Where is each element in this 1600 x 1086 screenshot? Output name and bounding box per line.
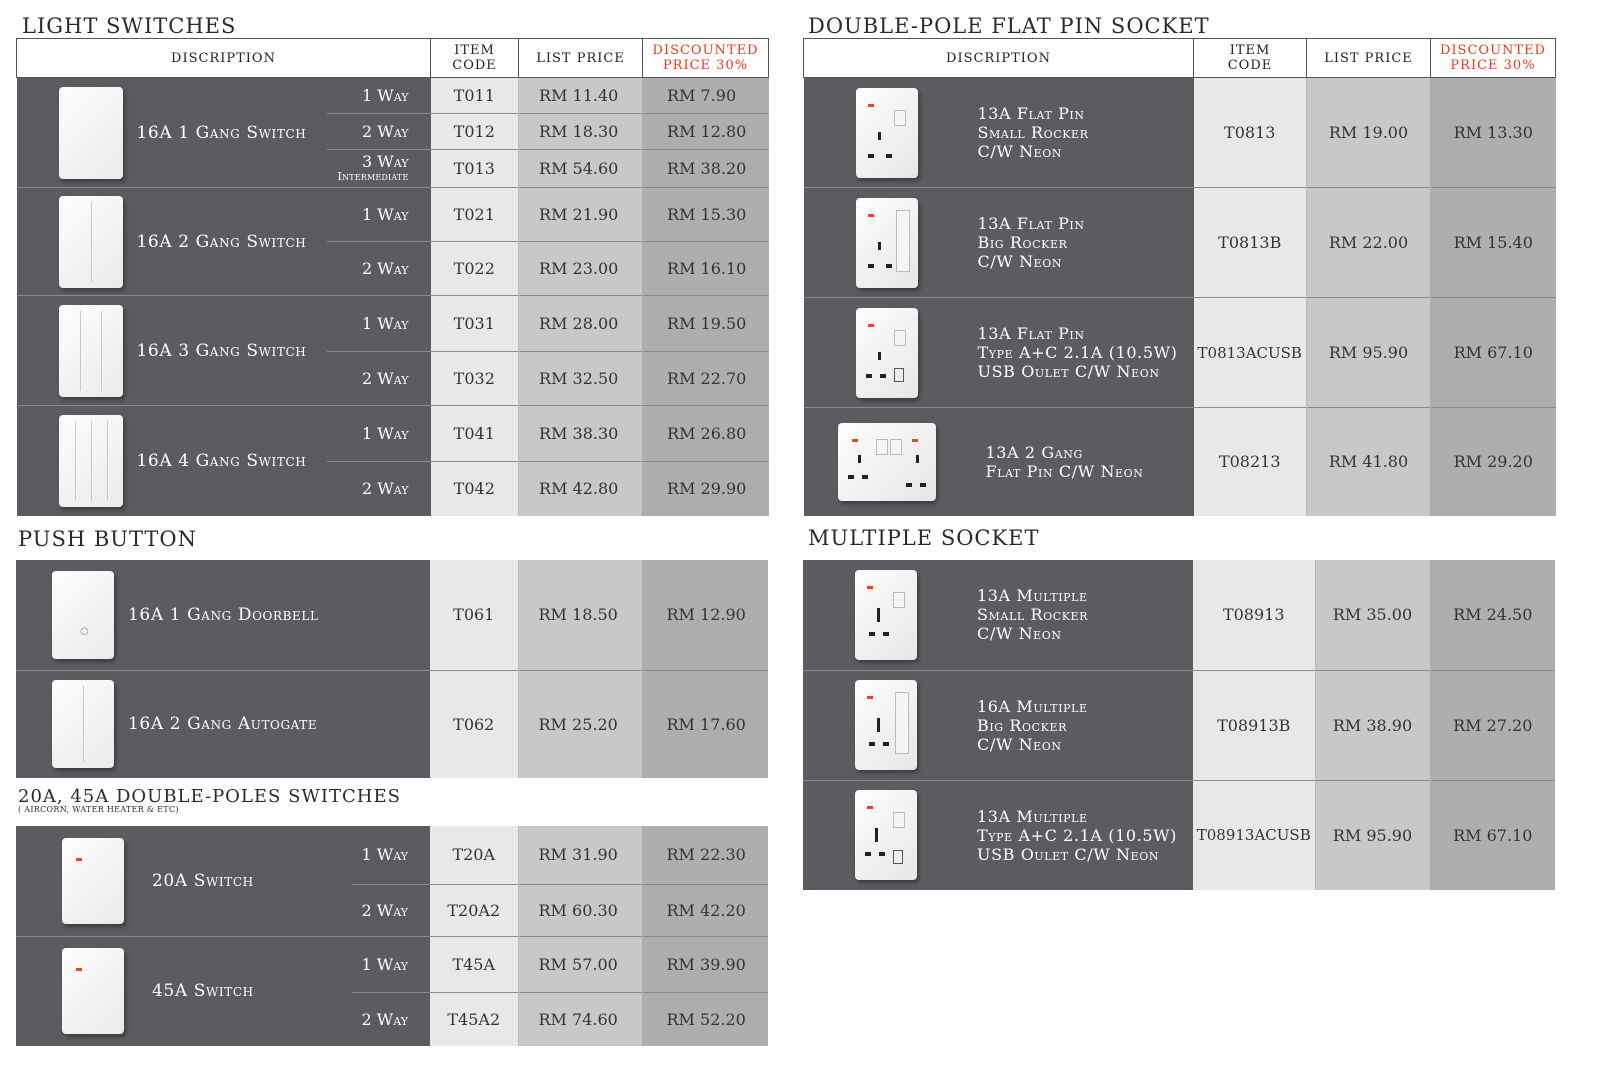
list-price: RM 35.00 xyxy=(1315,560,1430,670)
switch-plate-icon xyxy=(59,305,123,397)
item-code: T062 xyxy=(430,670,518,778)
multi-usb-socket-icon xyxy=(855,790,917,880)
discounted-price: RM 12.80 xyxy=(643,114,769,150)
item-code: T08913 xyxy=(1193,560,1315,670)
way-label: 1 Way xyxy=(327,406,431,462)
list-price: RM 18.50 xyxy=(518,560,642,670)
header-item-code: ITEM CODE xyxy=(431,39,519,78)
discounted-price: RM 15.40 xyxy=(1431,188,1556,298)
flat-pin-socket-table xyxy=(803,38,1556,516)
item-code: T0813B xyxy=(1194,188,1307,298)
switch-plate-icon xyxy=(59,196,123,288)
item-code: T0813ACUSB xyxy=(1194,298,1307,408)
header-description: DISCRIPTION xyxy=(804,39,1194,78)
item-code: T08913B xyxy=(1193,670,1315,780)
multi-socket-icon xyxy=(855,680,917,770)
item-code: T013 xyxy=(431,150,519,188)
way-label: 1 Way xyxy=(327,188,431,242)
push-button-title: PUSH BUTTON xyxy=(18,527,197,551)
discounted-price: RM 22.30 xyxy=(642,826,768,884)
discounted-price: RM 67.10 xyxy=(1431,298,1556,408)
socket-icon xyxy=(856,198,918,288)
list-price: RM 22.00 xyxy=(1307,188,1431,298)
item-code: T08213 xyxy=(1194,408,1307,516)
list-price: RM 54.60 xyxy=(519,150,643,188)
way-label: 1 Way xyxy=(327,296,431,352)
item-code: T45A xyxy=(430,936,518,992)
way-label: 2 Way xyxy=(352,992,430,1046)
way-label: 1 Way xyxy=(327,78,431,114)
way-label: 2 Way xyxy=(327,352,431,406)
product-20a-switch: 20A Switch xyxy=(16,826,352,936)
discounted-price: RM 19.50 xyxy=(643,296,769,352)
header-description: DISCRIPTION xyxy=(17,39,431,78)
list-price: RM 19.00 xyxy=(1307,78,1431,188)
light-switches-table xyxy=(16,38,769,516)
discounted-price: RM 52.20 xyxy=(642,992,768,1046)
discounted-price: RM 13.30 xyxy=(1431,78,1556,188)
double-socket-icon xyxy=(838,423,936,501)
header-discounted-price: DISCOUNTED PRICE 30% xyxy=(1431,39,1556,78)
autogate-plate-icon xyxy=(52,680,114,768)
discounted-price: RM 39.90 xyxy=(642,936,768,992)
list-price: RM 95.90 xyxy=(1307,298,1431,408)
header-item-code: ITEM CODE xyxy=(1194,39,1307,78)
socket-icon xyxy=(856,88,918,178)
dp-switch-plate-icon xyxy=(62,838,124,924)
item-code: T08913ACUSB xyxy=(1193,780,1315,890)
discounted-price: RM 24.50 xyxy=(1430,560,1555,670)
double-poles-subtitle: ( AIRCORN, WATER HEATER & ETC) xyxy=(18,805,179,814)
discounted-price: RM 42.20 xyxy=(642,884,768,936)
item-code: T042 xyxy=(431,462,519,516)
item-code: T011 xyxy=(431,78,519,114)
product-16a-2-gang-switch: 16A 2 Gang Switch xyxy=(17,188,327,296)
discounted-price: RM 26.80 xyxy=(643,406,769,462)
product-16a-1-gang-doorbell: ○ 16A 1 Gang Doorbell xyxy=(16,560,430,670)
header-discounted-price: DISCOUNTED PRICE 30% xyxy=(643,39,769,78)
list-price: RM 95.90 xyxy=(1315,780,1430,890)
item-code: T041 xyxy=(431,406,519,462)
discounted-price: RM 67.10 xyxy=(1430,780,1555,890)
header-list-price: LIST PRICE xyxy=(1307,39,1431,78)
way-label: 1 Way xyxy=(352,936,430,992)
multiple-socket-title: MULTIPLE SOCKET xyxy=(808,526,1040,550)
product-45a-switch: 45A Switch xyxy=(16,936,352,1046)
way-label: 3 Way Intermediate xyxy=(327,150,431,188)
item-code: T032 xyxy=(431,352,519,406)
list-price: RM 42.80 xyxy=(519,462,643,516)
discounted-price: RM 38.20 xyxy=(643,150,769,188)
list-price: RM 32.50 xyxy=(519,352,643,406)
item-code: T20A2 xyxy=(430,884,518,936)
item-code: T031 xyxy=(431,296,519,352)
item-code: T061 xyxy=(430,560,518,670)
product-13a-flat-pin-usb: 13A Flat Pin Type A+C 2.1A (10.5W) USB Oulet C/W Neon xyxy=(804,298,1194,408)
list-price: RM 21.90 xyxy=(519,188,643,242)
way-label: 2 Way xyxy=(327,462,431,516)
way-label: 2 Way xyxy=(327,114,431,150)
product-13a-multiple-small-rocker: 13A Multiple Small Rocker C/W Neon xyxy=(803,560,1193,670)
discounted-price: RM 29.90 xyxy=(643,462,769,516)
way-label: 1 Way xyxy=(352,826,430,884)
discounted-price: RM 15.30 xyxy=(643,188,769,242)
list-price: RM 74.60 xyxy=(518,992,642,1046)
way-label: 2 Way xyxy=(327,242,431,296)
list-price: RM 41.80 xyxy=(1307,408,1431,516)
header-list-price: LIST PRICE xyxy=(519,39,643,78)
list-price: RM 11.40 xyxy=(519,78,643,114)
item-code: T0813 xyxy=(1194,78,1307,188)
product-13a-multiple-usb: 13A Multiple Type A+C 2.1A (10.5W) USB Oulet C/W Neon xyxy=(803,780,1193,890)
item-code: T20A xyxy=(430,826,518,884)
list-price: RM 28.00 xyxy=(519,296,643,352)
double-poles-title: 20A, 45A DOUBLE-POLES SWITCHES xyxy=(18,786,401,807)
list-price: RM 31.90 xyxy=(518,826,642,884)
dp-switch-plate-icon xyxy=(62,948,124,1034)
flat-pin-socket-title: DOUBLE-POLE FLAT PIN SOCKET xyxy=(808,14,1210,38)
way-label: 2 Way xyxy=(352,884,430,936)
product-16a-3-gang-switch: 16A 3 Gang Switch xyxy=(17,296,327,406)
discounted-price: RM 16.10 xyxy=(643,242,769,296)
item-code: T012 xyxy=(431,114,519,150)
discounted-price: RM 17.60 xyxy=(642,670,768,778)
list-price: RM 38.90 xyxy=(1315,670,1430,780)
list-price: RM 60.30 xyxy=(518,884,642,936)
discounted-price: RM 12.90 xyxy=(642,560,768,670)
product-13a-flat-pin-small-rocker: 13A Flat Pin Small Rocker C/W Neon xyxy=(804,78,1194,188)
item-code: T45A2 xyxy=(430,992,518,1046)
product-16a-1-gang-switch: 16A 1 Gang Switch xyxy=(17,78,327,188)
usb-socket-icon xyxy=(856,308,918,398)
double-poles-table xyxy=(16,826,768,1046)
discounted-price: RM 22.70 xyxy=(643,352,769,406)
push-button-table xyxy=(16,560,768,778)
item-code: T022 xyxy=(431,242,519,296)
switch-plate-icon xyxy=(59,87,123,179)
list-price: RM 38.30 xyxy=(519,406,643,462)
list-price: RM 57.00 xyxy=(518,936,642,992)
light-switches-title: LIGHT SWITCHES xyxy=(22,14,237,38)
discounted-price: RM 27.20 xyxy=(1430,670,1555,780)
product-13a-2-gang-flat-pin: 13A 2 Gang Flat Pin C/W Neon xyxy=(804,408,1194,516)
multi-socket-icon xyxy=(855,570,917,660)
product-16a-4-gang-switch: 16A 4 Gang Switch xyxy=(17,406,327,516)
list-price: RM 18.30 xyxy=(519,114,643,150)
switch-plate-icon xyxy=(59,415,123,507)
product-16a-multiple-big-rocker: 16A Multiple Big Rocker C/W Neon xyxy=(803,670,1193,780)
doorbell-plate-icon: ○ xyxy=(52,571,114,659)
discounted-price: RM 29.20 xyxy=(1431,408,1556,516)
discounted-price: RM 7.90 xyxy=(643,78,769,114)
product-16a-2-gang-autogate: 16A 2 Gang Autogate xyxy=(16,670,430,778)
product-13a-flat-pin-big-rocker: 13A Flat Pin Big Rocker C/W Neon xyxy=(804,188,1194,298)
list-price: RM 23.00 xyxy=(519,242,643,296)
item-code: T021 xyxy=(431,188,519,242)
list-price: RM 25.20 xyxy=(518,670,642,778)
multiple-socket-table xyxy=(803,560,1555,890)
